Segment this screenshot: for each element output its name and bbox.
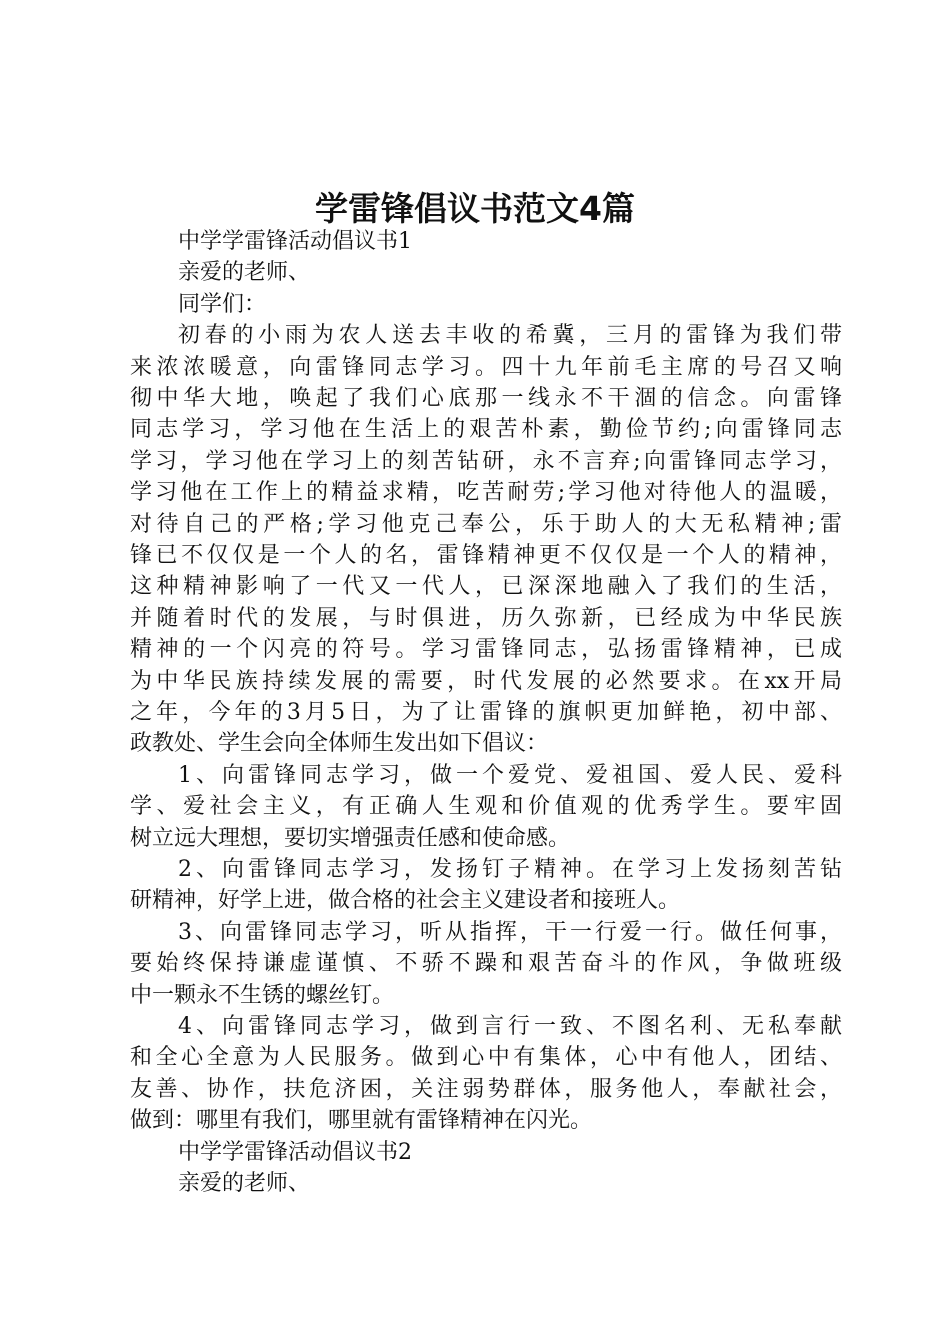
body-line: 1、向雷锋同志学习，做一个爱党、爱祖国、爱人民、爱科 [178,762,842,788]
body-line: 中一颗永不生锈的螺丝钉。 [130,982,395,1008]
body-line: 树立远大理想，要切实增强责任感和使命感。 [130,825,571,851]
body-line: 亲爱的老师、 [178,1171,311,1196]
body-line: 政教处、学生会向全体师生发出如下倡议： [130,731,549,757]
body-line: 来浓浓暖意，向雷锋同志学习。四十九年前毛主席的号召又响 [130,354,842,380]
document-title: 学雷锋倡议书范文4篇 [315,189,635,228]
body-line: 这种精神影响了一代又一代人，已深深地融入了我们的生活， [130,574,842,600]
body-line: 亲爱的老师、 [178,260,311,286]
body-line: 中学学雷锋活动倡议书1 [178,229,412,254]
body-line: 并随着时代的发展，与时俱进，历久弥新，已经成为中华民族 [130,605,842,631]
body-line: 研精神，好学上进，做合格的社会主义建设者和接班人。 [130,888,681,914]
body-line: 友善、协作，扶危济困，关注弱势群体，服务他人，奉献社会， [130,1076,842,1102]
body-line: 精神的一个闪亮的符号。学习雷锋同志，弘扬雷锋精神，已成 [130,637,842,663]
body-line: 之年，今年的3月5日，为了让雷锋的旗帜更加鲜艳，初中部、 [130,700,842,725]
body-line: 同志学习，学习他在生活上的艰苦朴素，勤俭节约;向雷锋同志 [130,417,842,443]
body-line: 要始终保持谦虚谨慎、不骄不躁和艰苦奋斗的作风，争做班级 [130,951,842,977]
body-line: 2、向雷锋同志学习，发扬钉子精神。在学习上发扬刻苦钻 [178,857,842,882]
body-line: 初春的小雨为农人送去丰收的希冀，三月的雷锋为我们带 [178,323,842,349]
body-line: 学、爱社会主义，有正确人生观和价值观的优秀学生。要牢固 [130,794,842,820]
body-line: 同学们： [178,291,267,317]
body-line: 做到：哪里有我们，哪里就有雷锋精神在闪光。 [130,1108,593,1134]
body-line: 为中华民族持续发展的需要，时代发展的必然要求。在xx开局 [130,668,842,694]
body-line: 对待自己的严格;学习他克己奉公，乐于助人的大无私精神;雷 [130,511,842,537]
body-line: 中学学雷锋活动倡议书2 [178,1139,412,1165]
body-line: 学习他在工作上的精益求精，吃苦耐劳;学习他对待他人的温暖， [130,480,842,506]
body-line: 锋已不仅仅是一个人的名，雷锋精神更不仅仅是一个人的精神， [130,543,842,568]
body-line: 彻中华大地，唤起了我们心底那一线永不干涸的信念。向雷锋 [130,386,842,411]
body-line: 学习，学习他在学习上的刻苦钻研，永不言弃;向雷锋同志学习， [130,448,842,474]
body-line: 和全心全意为人民服务。做到心中有集体，心中有他人，团结、 [130,1045,842,1071]
body-line: 4、向雷锋同志学习，做到言行一致、不图名利、无私奉献 [178,1014,842,1039]
body-line: 3、向雷锋同志学习，听从指挥，干一行爱一行。做任何事， [178,919,842,945]
